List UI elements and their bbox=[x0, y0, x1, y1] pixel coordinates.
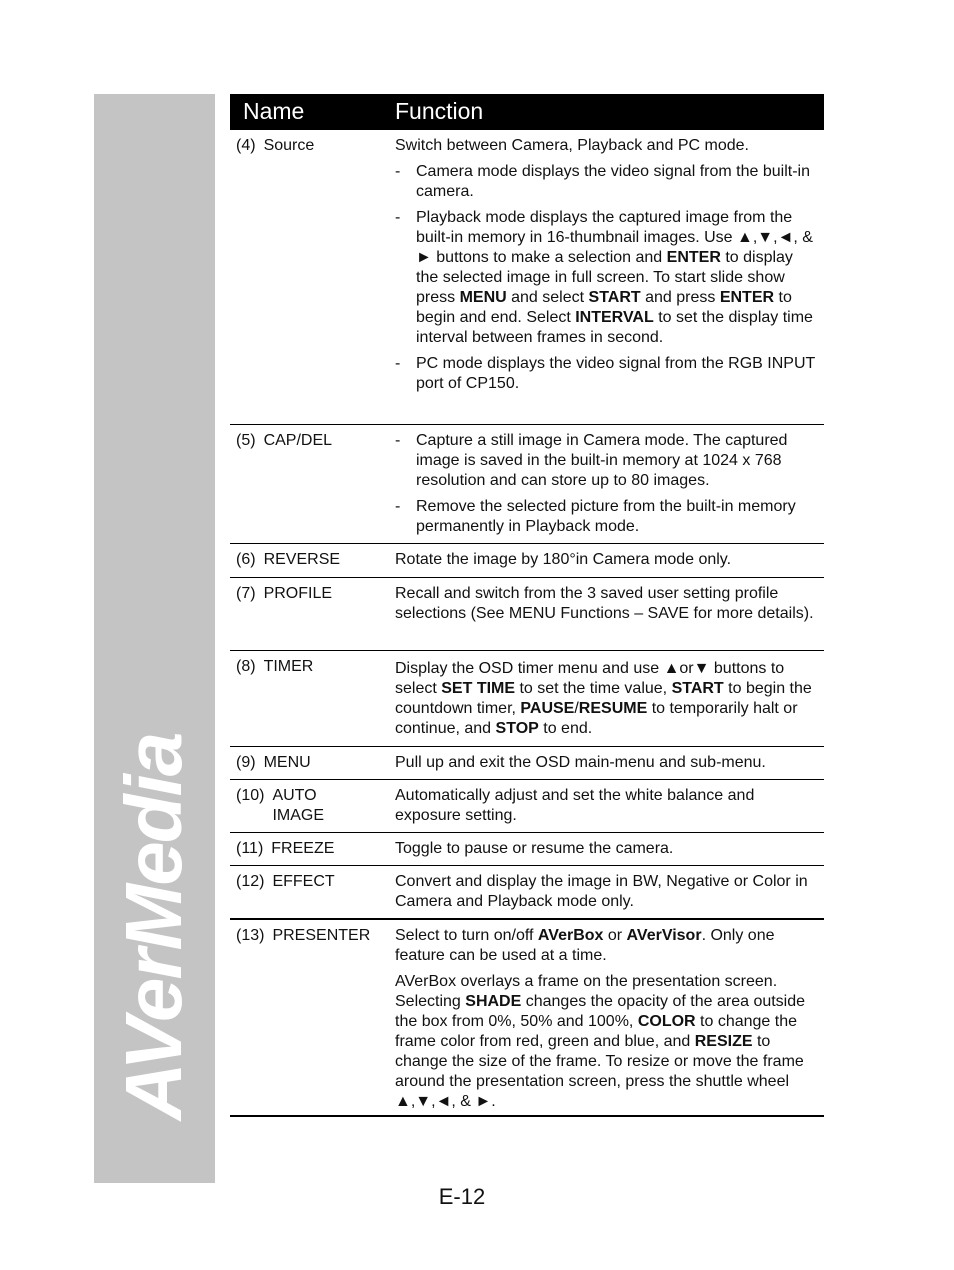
table-row-presenter bbox=[230, 920, 824, 1117]
table-row-capdel bbox=[230, 425, 824, 544]
row-name: (10) AUTO IMAGE bbox=[236, 787, 325, 824]
table-row-source bbox=[230, 130, 824, 425]
row-function: Recall and switch from the 3 saved user setting profile selections (See MENU Functions – SAVE for more details). bbox=[395, 585, 814, 622]
row-name: (6) REVERSE bbox=[236, 551, 341, 568]
table-row-freeze bbox=[230, 833, 824, 866]
list-item: - Capture a still image in Camera mode. The captured image is saved in the built-in memory at 1024 x 768 resolution and can store up to 80 images. bbox=[395, 432, 788, 489]
function-table bbox=[230, 94, 824, 1117]
row-name: (5) CAP/DEL bbox=[236, 432, 333, 449]
table-row-profile bbox=[230, 578, 824, 651]
row-function: Display the OSD timer menu and use ▲or▼ buttons to select SET TIME to set the time value, START to begin the countdown timer, PAUSE/RESUME to temporarily halt or continue, and STOP to end. bbox=[395, 660, 812, 737]
row-name: (12) EFFECT bbox=[236, 873, 335, 890]
header-function: Function bbox=[395, 98, 484, 124]
row-function: Pull up and exit the OSD main-menu and sub-menu. bbox=[395, 754, 766, 771]
row-function: Automatically adjust and set the white balance and exposure setting. bbox=[395, 787, 755, 824]
row-name: (7) PROFILE bbox=[236, 585, 333, 602]
table-row-timer bbox=[230, 651, 824, 747]
row-name: (8) TIMER bbox=[236, 658, 314, 675]
row-name: (11) FREEZE bbox=[236, 840, 335, 857]
table-row-reverse bbox=[230, 544, 824, 578]
row-name: (9) MENU bbox=[236, 754, 311, 771]
list-item: - Remove the selected picture from the built-in memory permanently in Playback mode. bbox=[395, 498, 796, 535]
list-item: - PC mode displays the video signal from the RGB INPUT port of CP150. bbox=[395, 355, 815, 392]
row-function bbox=[395, 431, 824, 543]
row-function: Rotate the image by 180°in Camera mode only. bbox=[395, 551, 732, 568]
table-row-effect bbox=[230, 866, 824, 920]
table-row-menu bbox=[230, 747, 824, 780]
brand-logo: AVerMedia bbox=[109, 733, 198, 1121]
list-item: - Camera mode displays the video signal from the built-in camera. bbox=[395, 163, 810, 200]
row-name: (13) PRESENTER bbox=[236, 927, 371, 944]
row-function: Switch between Camera, Playback and PC mode. - Camera mode displays the video signal from the built-in camera. - Playback mode displays the captured image from the built-in memory in 16-thumbnail images. Use ▲,▼,◄, & ► buttons to make a selection and ENTER to display the selected image in full screen. To start slide show press MENU and select START and press ENTER to begin and end. Select INTERVAL to set the display time interval between frames in second. - PC mode displays the video signal from the RGB INPUT port of CP150. bbox=[395, 137, 815, 392]
page-number: E-12 bbox=[438, 1184, 486, 1209]
list-item: - Playback mode displays the captured image from the built-in memory in 16-thumbnail images. Use ▲,▼,◄, & ► buttons to make a selection and ENTER to display the selected image in full screen. To start slide show press MENU and select START and press ENTER to begin and end. Select INTERVAL to set the display time interval between frames in second. bbox=[395, 209, 813, 346]
header-name: Name bbox=[243, 98, 305, 124]
row-function: Convert and display the image in BW, Negative or Color in Camera and Playback mode only. bbox=[395, 873, 808, 910]
row-function: Toggle to pause or resume the camera. bbox=[395, 840, 674, 857]
table-row-auto-image bbox=[230, 780, 824, 833]
table-header bbox=[230, 94, 824, 130]
row-function: Select to turn on/off AVerBox or AVerVisor. Only one feature can be used at a time. AVerBox overlays a frame on the presentation screen. Selecting SHADE changes the opacity of the area outside the box from 0%, 50% and 100%, COLOR to change the frame color from red, green and blue, and RESIZE to change the size of the frame. To resize or move the frame around the presentation screen, press the shuttle wheel ▲,▼,◄, & ►. bbox=[395, 927, 806, 1110]
row-name: (4) Source bbox=[236, 137, 315, 154]
